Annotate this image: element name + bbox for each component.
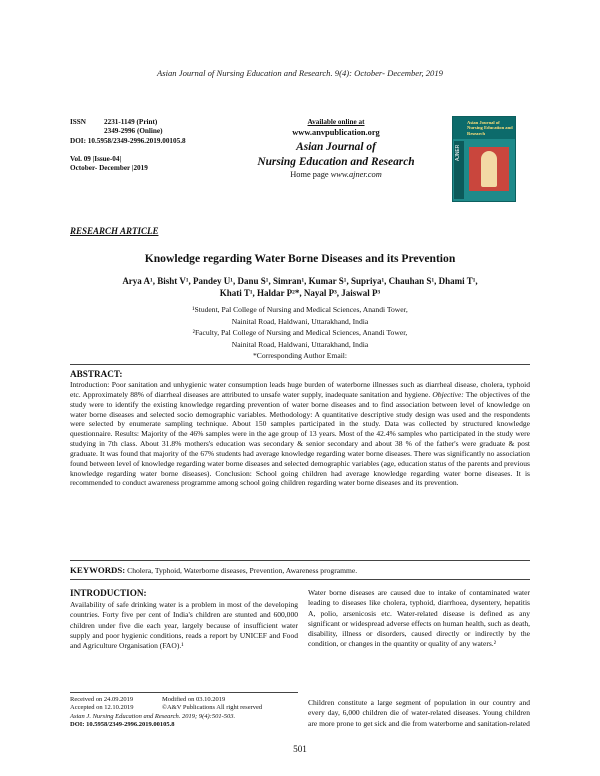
- homepage-prefix: Home page: [290, 170, 331, 179]
- running-header: Asian Journal of Nursing Education and Research. 9(4): October- December, 2019: [157, 68, 443, 78]
- page-number: 501: [293, 744, 307, 754]
- journal-cover-image: [452, 116, 516, 202]
- affiliation-line: ¹Student, Pal College of Nursing and Medical Sciences, Anandi Tower,: [192, 305, 408, 314]
- article-title: Knowledge regarding Water Borne Diseases and its Prevention: [144, 252, 456, 265]
- keywords-top-rule: [70, 560, 530, 561]
- abstract-objective-label: Objective:: [432, 389, 464, 399]
- authors-line-1: Arya A¹, Bisht V¹, Pandey U¹, Danu S¹, Simran¹, Kumar S¹, Supriya¹, Chauhan S¹, Dhami T¹,: [122, 276, 478, 286]
- keywords: [70, 565, 357, 575]
- article-history-footer: [70, 692, 298, 730]
- accepted-date: Accepted on 12.10.2019: [70, 704, 134, 712]
- issn-label: ISSN: [70, 118, 86, 126]
- issn-block: [70, 118, 186, 146]
- homepage-link[interactable]: www.ajner.com: [330, 170, 382, 179]
- affiliation-line: Nainital Road, Haldwani, Uttarakhand, India: [231, 316, 369, 326]
- introduction-heading: INTRODUCTION:: [70, 588, 147, 598]
- right-column-paragraph-1: Water borne diseases are caused due to intake of contaminated water leading to diseases like cholera, typhoid, diarrhoea, dysentery, hepatitis A, polio, arsenicosis etc. Water-related disease is defined as any significant or widespread adverse effects on human health, such as death, disability, illness or disorders, caused directly or indirectly by the condition, or changes in the quantity or quality of any waters.²: [308, 588, 530, 649]
- keywords-bottom-rule: [70, 579, 530, 580]
- affiliations: [70, 304, 530, 362]
- keywords-label: KEYWORDS:: [70, 565, 126, 575]
- period-text: October- December |2019: [70, 164, 148, 173]
- publisher-website-link[interactable]: www.anvpublication.org: [292, 128, 380, 137]
- article-type: RESEARCH ARTICLE: [70, 226, 159, 236]
- citation-text: Asian J. Nursing Education and Research. 2019; 9(4):501-503.: [70, 712, 236, 720]
- modified-date: Modified on 03.10.2019: [162, 696, 226, 703]
- introduction-paragraph: Availability of safe drinking water is a problem in most of the developing countries. Forty five per cent of India's children are stunted and 600,000 children under five die each year, largely because of insufficient water supply and poor hygienic conditions, reads a report by UNICEF and Food and Agriculture Organisation (FAO).¹: [70, 600, 298, 651]
- homepage-line: [236, 169, 436, 180]
- right-column-paragraph-2: Children constitute a large segment of population in our country and every day, 6,000 children die of water-related diseases. Young children are more prone to get sick and die from waterborne and sanitation-related: [308, 698, 530, 728]
- copyright-text: ©A&V Publications All right reserved: [162, 704, 263, 712]
- journal-name-line1: Asian Journal of: [296, 141, 376, 153]
- affiliation-line: ²Faculty, Pal College of Nursing and Medical Sciences, Anandi Tower,: [192, 328, 408, 338]
- issn-online: 2349-2996 (Online): [104, 127, 163, 136]
- corresponding-author: *Corresponding Author Email:: [252, 351, 348, 361]
- doi-text: DOI: 10.5958/2349-2996.2019.00105.8: [70, 136, 186, 145]
- abstract-part-2: The objectives of the study were to identify the existing knowledge regarding prevention of water borne diseases and to find association between level of knowledge on water borne diseases and selected socio demographic variables. Methodology: A quantitative descriptive study design was used and the respondents were selected by enumerate sampling technique. About 150 samples participated in the study. Data was collected by structured knowledge questionnaire. Results: Majority of the 46% samples were in the age group of 13 years. Most of the 42.4% samples who participated in the study were studying in 7th class. About 31.8% mothers's education was secondary & senior secondary and about 38 % of the father's were graduate & post graduate. It was found that majority of the 67% students had average knowledge regarding water borne diseases. There was significantly no association found between level of knowledge regarding water borne diseases and selected demographic variables (age, education status of the parents and previous knowledge regarding water borne diseases). Conclusion: School going children had average knowledge regarding water borne diseases. It is recommended to conduct awareness programme among school going children regarding water borne diseases and its prevention.: [70, 389, 531, 488]
- received-date: Received on 24.09.2019: [70, 696, 134, 703]
- abstract-top-rule: [70, 364, 530, 365]
- authors-line-2: Khati T¹, Haldar P²*, Nayal P³, Jaiswal P³: [219, 287, 381, 298]
- abstract-body: [70, 380, 530, 488]
- abstract-heading: ABSTRACT:: [70, 369, 123, 379]
- cover-side-label: AJNER: [455, 144, 461, 161]
- authors: [70, 276, 530, 299]
- footer-doi: DOI: 10.5958/2349-2996.2019.00105.8: [70, 721, 175, 729]
- issn-print: 2231-1149 (Print): [104, 118, 158, 126]
- volume-text: Vol. 09 |Issue-04|: [70, 155, 122, 163]
- available-online-label: Available online at: [307, 118, 365, 126]
- affiliation-line: Nainital Road, Haldwani, Uttarakhand, India: [231, 339, 369, 349]
- keywords-text: Cholera, Typhoid, Waterborne diseases, Prevention, Awareness programme.: [125, 566, 358, 575]
- publisher-block: [236, 118, 436, 180]
- cover-title: Asian Journal of Nursing Education and Research: [467, 120, 513, 136]
- volume-block: [70, 155, 148, 174]
- abstract-part-1: Introduction: Poor sanitation and unhygienic water consumption leads huge burden of waterborne illnesses such as diarrheal disease, cholera, typhoid etc. Approximately 88% of diarrheal diseases are attributed to unsafe water supply, inadequate sanitation and hygiene.: [70, 380, 530, 399]
- journal-name-line2: Nursing Education and Research: [257, 155, 415, 168]
